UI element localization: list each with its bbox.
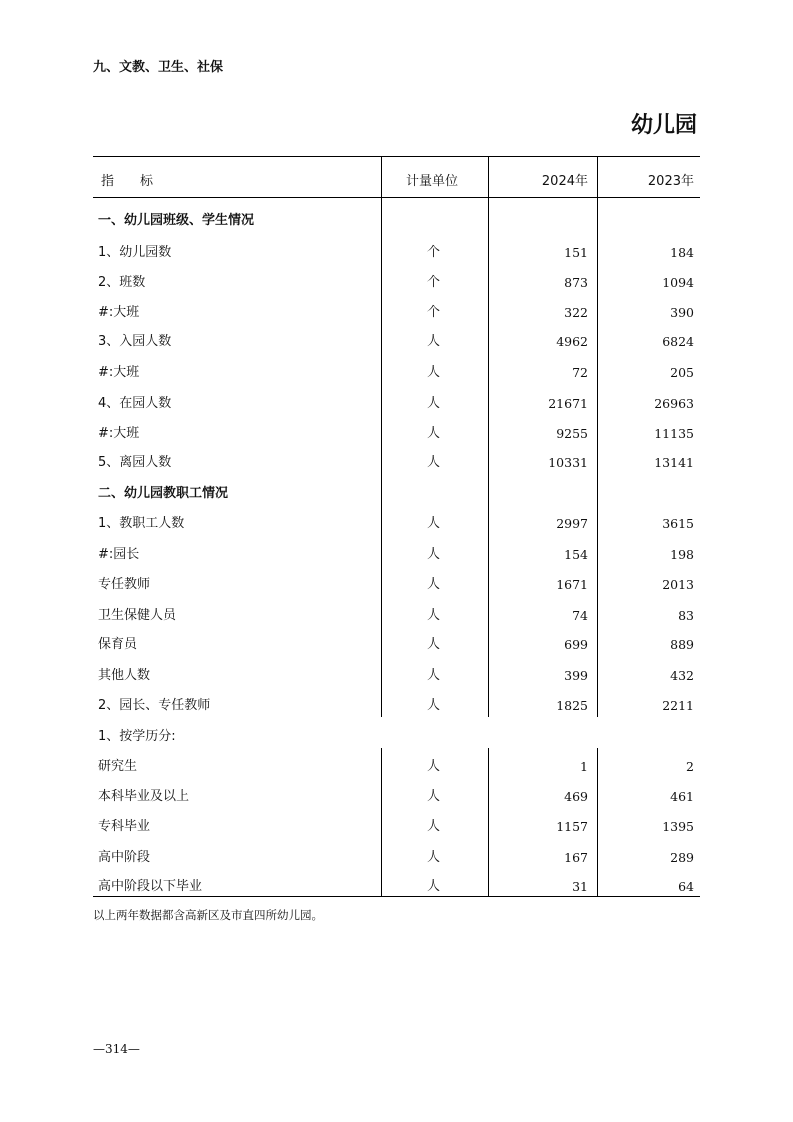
row-name: 其他人数 (98, 668, 151, 683)
table-row (93, 543, 700, 563)
row-value-2024: 31 (572, 879, 588, 894)
table-row (93, 482, 700, 502)
row-value-2024: 4962 (556, 334, 588, 349)
table-row (93, 512, 700, 532)
row-name: 卫生保健人员 (98, 608, 177, 623)
row-name: 1、按学历分: (98, 729, 176, 744)
row-unit: 人 (427, 879, 441, 894)
row-value-2024: 322 (564, 305, 588, 320)
row-value-2023: 6824 (662, 334, 694, 349)
row-value-2024: 1825 (556, 698, 588, 713)
row-value-2023: 2013 (662, 577, 694, 592)
row-value-2024: 2997 (556, 516, 588, 531)
table-row (93, 633, 700, 653)
row-value-2023: 390 (670, 305, 694, 320)
table-row (93, 694, 700, 714)
divider-line (488, 156, 489, 197)
row-unit: 人 (427, 819, 441, 834)
row-value-2023: 13141 (654, 455, 694, 470)
row-name: 5、离园人数 (98, 455, 172, 470)
row-unit: 人 (427, 516, 441, 531)
row-unit: 人 (427, 426, 441, 441)
page-number: —314— (93, 1042, 140, 1056)
row-value-2023: 198 (670, 547, 694, 562)
divider-line (597, 156, 598, 197)
header-year-2024: 2024年 (541, 174, 588, 189)
row-name: #:大班 (98, 305, 140, 320)
row-unit: 人 (427, 577, 441, 592)
table-bottom-rule (93, 896, 700, 897)
row-name: 本科毕业及以上 (98, 789, 190, 804)
row-name: #:大班 (98, 426, 140, 441)
row-value-2024: 1157 (556, 819, 588, 834)
row-unit: 人 (427, 455, 441, 470)
table-row (93, 241, 700, 261)
row-unit: 个 (427, 245, 441, 260)
table-row (93, 725, 700, 745)
table-row (93, 573, 700, 593)
row-name: #:园长 (98, 547, 140, 562)
row-value-2023: 461 (670, 789, 694, 804)
table-row (93, 604, 700, 624)
row-value-2024: 699 (564, 637, 588, 652)
row-unit: 人 (427, 396, 441, 411)
table-row (93, 361, 700, 381)
row-value-2023: 83 (678, 608, 694, 623)
row-unit: 人 (427, 668, 441, 683)
row-value-2024: 72 (572, 365, 588, 380)
row-name: 2、班数 (98, 275, 146, 290)
row-value-2024: 74 (572, 608, 588, 623)
row-name: 高中阶段 (98, 850, 151, 865)
table-top-rule (93, 156, 700, 157)
table-row (93, 301, 700, 321)
row-value-2023: 2 (686, 759, 694, 774)
row-unit: 个 (427, 305, 441, 320)
row-unit: 人 (427, 334, 441, 349)
row-name: 1、幼儿园数 (98, 245, 172, 260)
row-value-2024: 151 (564, 245, 588, 260)
row-name: 研究生 (98, 759, 138, 774)
table-row (93, 815, 700, 835)
table-row (93, 330, 700, 350)
table-row (93, 875, 700, 895)
row-value-2023: 184 (670, 245, 694, 260)
row-value-2024: 399 (564, 668, 588, 683)
row-value-2024: 1671 (556, 577, 588, 592)
row-unit: 人 (427, 698, 441, 713)
header-unit: 计量单位 (406, 174, 459, 189)
row-value-2023: 26963 (654, 396, 694, 411)
table-row (93, 846, 700, 866)
section-header: 九、文教、卫生、社保 (93, 60, 224, 75)
row-unit: 人 (427, 637, 441, 652)
row-value-2023: 432 (670, 668, 694, 683)
row-value-2023: 1395 (662, 819, 694, 834)
divider-line (381, 156, 382, 197)
row-value-2023: 11135 (654, 426, 694, 441)
row-name: 专任教师 (98, 577, 151, 592)
row-unit: 人 (427, 608, 441, 623)
table-row (93, 664, 700, 684)
row-value-2023: 289 (670, 850, 694, 865)
row-name: 2、园长、专任教师 (98, 698, 211, 713)
row-name: 一、幼儿园班级、学生情况 (98, 213, 255, 228)
row-value-2024: 167 (564, 850, 588, 865)
footnote: 以上两年数据都含高新区及市直四所幼儿园。 (93, 908, 323, 922)
row-value-2023: 889 (670, 637, 694, 652)
row-unit: 个 (427, 275, 441, 290)
row-value-2023: 205 (670, 365, 694, 380)
row-value-2024: 21671 (548, 396, 588, 411)
table-row (93, 785, 700, 805)
row-value-2024: 10331 (548, 455, 588, 470)
row-unit: 人 (427, 850, 441, 865)
row-unit: 人 (427, 365, 441, 380)
page-title: 幼儿园 (630, 113, 697, 138)
table-row (93, 209, 700, 229)
table-header-rule (93, 197, 700, 198)
row-name: 1、教职工人数 (98, 516, 185, 531)
row-name: 4、在园人数 (98, 396, 172, 411)
row-name: 专科毕业 (98, 819, 151, 834)
row-value-2024: 1 (580, 759, 588, 774)
row-value-2023: 1094 (662, 275, 694, 290)
row-unit: 人 (427, 789, 441, 804)
row-value-2023: 3615 (662, 516, 694, 531)
row-value-2023: 2211 (662, 698, 694, 713)
row-unit: 人 (427, 759, 441, 774)
row-value-2024: 873 (564, 275, 588, 290)
row-value-2024: 9255 (556, 426, 588, 441)
row-name: 3、入园人数 (98, 334, 172, 349)
row-name: 保育员 (98, 637, 138, 652)
row-value-2024: 154 (564, 547, 588, 562)
table-row (93, 271, 700, 291)
table-row (93, 451, 700, 471)
row-name: 高中阶段以下毕业 (98, 879, 203, 894)
header-indicator: 指 标 (101, 174, 154, 189)
row-value-2024: 469 (564, 789, 588, 804)
table-row (93, 392, 700, 412)
row-unit: 人 (427, 547, 441, 562)
row-value-2023: 64 (678, 879, 694, 894)
header-year-2023: 2023年 (647, 174, 694, 189)
row-name: 二、幼儿园教职工情况 (98, 486, 229, 501)
table-row (93, 755, 700, 775)
table-row (93, 422, 700, 442)
row-name: #:大班 (98, 365, 140, 380)
